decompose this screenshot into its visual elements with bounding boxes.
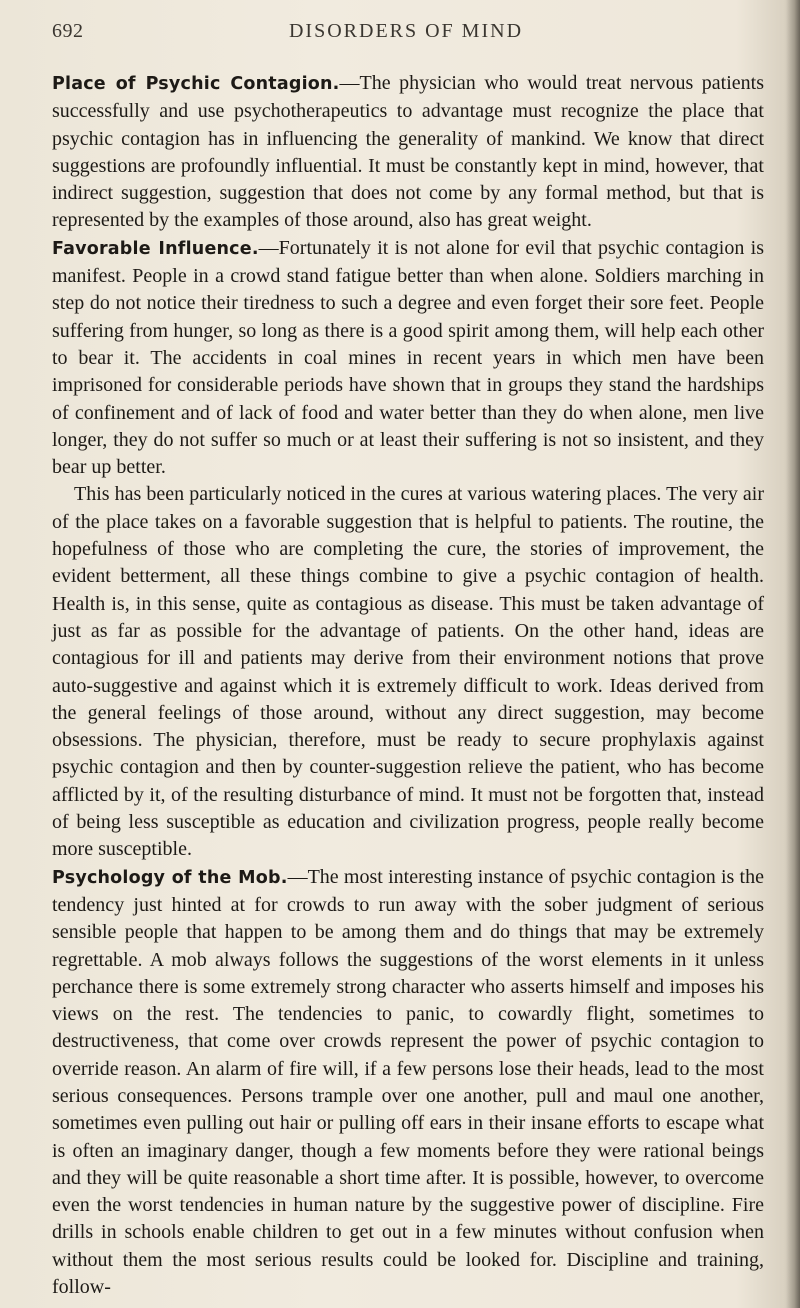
page-edge-shadow (786, 0, 800, 1308)
section-heading: Place of Psychic Contagion. (52, 74, 340, 94)
paragraph-psychic-contagion (52, 70, 764, 235)
paragraph-text: This has been particularly noticed in the cures at various watering places. The very air of the place takes on a favorable suggestion that is helpful to patients. The routine, the hopefulness of those who are completing the cure, the stories of improvement, the evident betterment, all these things combine to give a psychic contagion of health. Health is, in this sense, quite as contagious as disease. This must be taken advantage of just as far as possible for the advantage of patients. On the other hand, ideas are contagious for ill and patients may derive from their environment notions that prove auto-suggestive and against which it is extremely difficult to work. Ideas derived from the general feelings of those around, without any direct suggestion, may become obsessions. The physician, therefore, must be ready to secure prophylaxis against psychic contagion and then by counter-suggestion relieve the patient, who has become afflicted by it, of the resulting disturbance of mind. It must not be forgotten that, instead of being less susceptible as education and civilization progress, people really become more susceptible. (52, 483, 764, 861)
section-heading: Psychology of the Mob. (52, 867, 288, 888)
paragraph-watering-places (52, 481, 764, 863)
paragraph-text: —The most interesting instance of psychic contagion is the tendency just hinted at for crowds to run away with the sober judgment of serious sensible people that happen to be among them and do things that may be extremely regrettable. A mob always follows the suggestions of the worst elements in it unless perchance there is some extremely strong character who asserts himself and imposes his views on the rest. The tendencies to panic, to cowardly flight, sometimes to destructiveness, that come over crowds represent the power of psychic contagion to override reason. An alarm of fire will, if a few persons lose their heads, lead to the most serious consequences. Persons trample over one another, pull and maul one another, sometimes even pulling out hair or pulling off ears in their insane efforts to escape what is often an imaginary danger, though a few moments before they were rational beings and they will be quite reasonable a short time after. It is possible, however, to overcome even the worst tendencies in human nature by the suggestive power of discipline. Fire drills in schools enable children to get out in a few minutes without confusion when without them the most serious results could be looked for. Discipline and training, follow- (52, 865, 764, 1299)
section-heading: Favorable Influence. (52, 238, 259, 259)
paragraph-favorable-influence (52, 235, 764, 482)
paragraph-text: —Fortunately it is not alone for evil that psychic contagion is manifest. People in a crowd stand fatigue better than when alone. Soldiers marching in step do not notice their tiredness to such a degree and even forget their sore feet. People suffering from hunger, so long as there is a good spirit among them, will help each other to bear it. The accidents in coal mines in recent years in which men have been imprisoned for considerable periods have shown that in groups they stand the hardships of confinement and of lack of food and water better than they do when alone, men live longer, they do not suffer so much or at least their suffering is not so insistent, and they bear up better. (52, 236, 764, 479)
page-number: 692 (52, 20, 84, 42)
running-head (52, 14, 760, 50)
paragraph-text: —The physician who would treat nervous patients successfully and use psychotherapeutics to advantage must recognize the place that psychic contagion has in influencing the generality of mankind. We know that direct suggestions are profoundly influential. It must be constantly kept in mind, however, that indirect suggestion, suggestion that does not come by any formal method, but that is represented by the examples of those around, also has great weight. (52, 72, 764, 232)
paragraph-psychology-of-mob (52, 864, 764, 1302)
running-title: DISORDERS OF MIND (288, 20, 524, 42)
body-text (52, 70, 764, 1301)
